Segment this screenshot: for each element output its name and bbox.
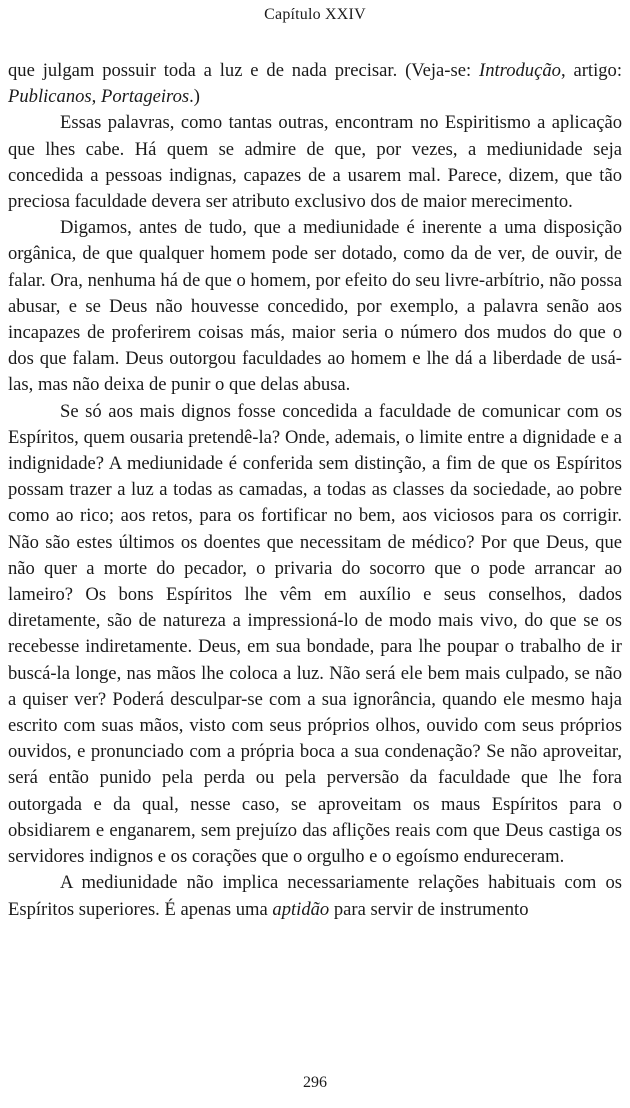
paragraph-text: que julgam possuir toda a luz e de nada precisar. (Veja-se: [8,60,479,81]
running-head-chapter: Capítulo XXIV [264,6,366,23]
paragraph-text: .) [189,86,200,108]
paragraph-text: A mediunidade não implica necessariamente relações habituais com os Espíritos superiores. É apenas uma [8,872,622,920]
italic-term: Introdução [479,60,561,81]
paragraph: Digamos, antes de tudo, que a mediunidade é inerente a uma disposição orgânica, de que qualquer homem pode ser dotado, como da de ver, de ouvir, de falar. Ora, nenhuma há de que o homem, por efeito do seu livre-arbítrio, não possa abusar, e se Deus não houvesse concedido, por exemplo, a palavra senão aos incapazes de proferirem coisas más, maior seria o número dos mudos do que o dos que falam. Deus outorgou faculdades ao homem e lhe dá a liberdade de usá-las, mas não deixa de punir o que delas abusa. [8,217,622,396]
paragraph-text: , [91,86,101,108]
page-number: 296 [303,1074,327,1091]
italic-term: Portageiros [100,86,190,108]
paragraph-text: , artigo: [560,60,622,81]
body-text [8,58,622,923]
paragraph-continuation [8,58,622,110]
paragraph: Se só aos mais dignos fosse concedida a faculdade de comunicar com os Espíritos, quem ousaria pretendê-la? Onde, ademais, o limite entre a dignidade e a indignidade? A mediunidade é conferida sem distinção, a fim de que os Espíritos possam trazer a luz a todas as camadas, a todas as classes da sociedade, ao pobre como ao rico; aos retos, para os fortificar no bem, aos viciosos para os corrigir. Não são estes últimos os doentes que necessitam de médico? Por que Deus, que não quer a morte do pecador, o privaria do socorro que o pode arrancar ao lameiro? Os bons Espíritos lhe vêm em auxílio e seus conselhos, dados diretamente, são de natureza a impressioná-lo de modo mais vivo, do que se os recebesse indiretamente. Deus, em sua bondade, para lhe poupar o trabalho de ir buscá-la longe, nas mãos lhe coloca a luz. Não será ele bem mais culpado, se não a quiser ver? Poderá desculpar-se com a sua ignorância, quando ele mesmo haja escrito com suas mãos, visto com seus próprios olhos, ouvido com seus próprios ouvidos, e pronunciado com a própria boca a sua condenação? Se não aproveitar, será então punido pela perda ou pela perversão da faculdade que lhe fora outorgada e da qual, nesse caso, se aproveitam os maus Espíritos para o obsidiarem e enganarem, sem prejuízo das aflições reais com que Deus castiga os servidores indignos e os corações que o orgulho e o egoísmo endureceram. [8,400,622,868]
paragraph: Essas palavras, como tantas outras, encontram no Espiritismo a aplicação que lhes cabe. Há quem se admire de que, por vezes, a mediunidade seja concedida a pessoas indignas, capazes de a usarem mal. Parece, dizem, que tão preciosa faculdade devera ser atributo exclusivo dos de maior merecimento. [8,112,622,213]
italic-term: aptidão [272,898,330,920]
paragraph [8,870,622,922]
paragraph-text: para servir de instrumento [329,898,529,920]
italic-term: Publicanos [8,86,92,108]
